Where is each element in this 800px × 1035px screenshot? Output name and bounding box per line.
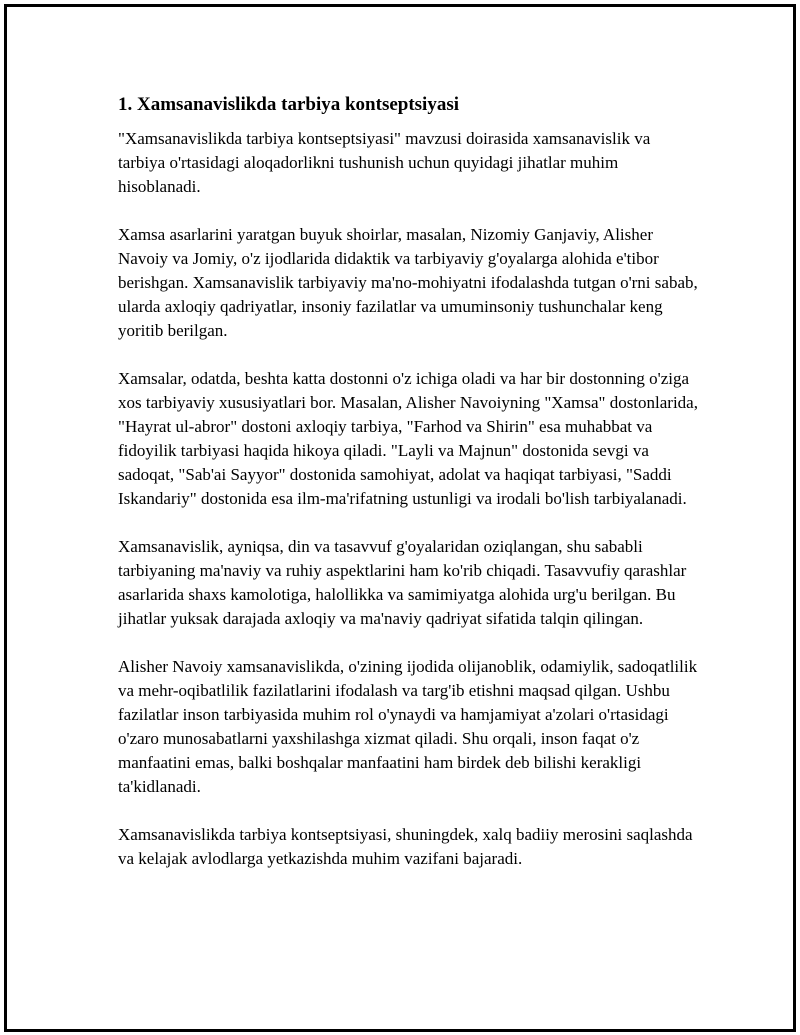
- paragraph-navoiy-virtues: Alisher Navoiy xamsanavislikda, o'zining ijodida olijanoblik, odamiylik, sadoqatlilik va mehr-oqibatlilik fazilatlarini ifodalash va targ'ib etishni maqsad qilgan. Ushbu fazilatlar inson tarbiyasida muhim rol o'ynaydi va hamjamiyat a'zolari o'rtasidagi o'zaro munosabatlarni yaxshilashga xizmat qiladi. Shu orqali, inson faqat o'z manfaatini emas, balki boshqalar manfaatini ham birdek deb bilishi kerakligi ta'kidlanadi.: [118, 657, 698, 796]
- paragraph-intro: "Xamsanavislikda tarbiya kontseptsiyasi" mavzusi doirasida xamsanavislik va tarbiya o'rtasidagi aloqadorlikni tushunish uchun quyidagi jihatlar muhim hisoblanadi.: [118, 129, 651, 196]
- paragraph-conclusion: Xamsanavislikda tarbiya kontseptsiyasi, shuningdek, xalq badiiy merosini saqlashda va kelajak avlodlarga yetkazishda muhim vazifani bajaradi.: [118, 825, 693, 868]
- paragraph-poets: Xamsa asarlarini yaratgan buyuk shoirlar, masalan, Nizomiy Ganjaviy, Alisher Navoiy va Jomiy, o'z ijodlarida didaktik va tarbiyaviy g'oyalarga alohida e'tibor berishgan. Xamsanavislik tarbiyaviy ma'no-mohiyatni ifodalashda tutgan o'rni sabab, ularda axloqiy qadriyatlar, insoniy fazilatlar va umuminsoniy tushunchalar keng yoritib berilgan.: [118, 225, 698, 340]
- section-heading: 1. Xamsanavislikda tarbiya kontseptsiyasi: [118, 94, 460, 115]
- document-body: [118, 93, 698, 895]
- paragraph-five-epics: Xamsalar, odatda, beshta katta dostonni o'z ichiga oladi va har bir dostonning o'ziga xos tarbiyaviy xususiyatlari bor. Masalan, Alisher Navoiyning "Xamsa" dostonlarida, "Hayrat ul-abror" dostoni axloqiy tarbiya, "Farhod va Shirin" esa muhabbat va fidoyilik tarbiyasi haqida hikoya qiladi. "Layli va Majnun" dostonida sevgi va sadoqat, "Sab'ai Sayyor" dostonida samohiyat, adolat va haqiqat tarbiyasi, "Saddi Iskandariy" dostonida esa ilm-ma'rifatning ustunligi va irodali bo'lish tarbiyalanadi.: [118, 369, 698, 508]
- paragraph-sufism: Xamsanavislik, ayniqsa, din va tasavvuf g'oyalaridan oziqlangan, shu sababli tarbiyaning ma'naviy va ruhiy aspektlarini ham ko'rib chiqadi. Tasavvufiy qarashlar asarlarida shaxs kamolotiga, halollikka va samimiyatga alohida urg'u berilgan. Bu jihatlar yuksak darajada axloqiy va ma'naviy qadriyat sifatida talqin qilingan.: [118, 537, 687, 628]
